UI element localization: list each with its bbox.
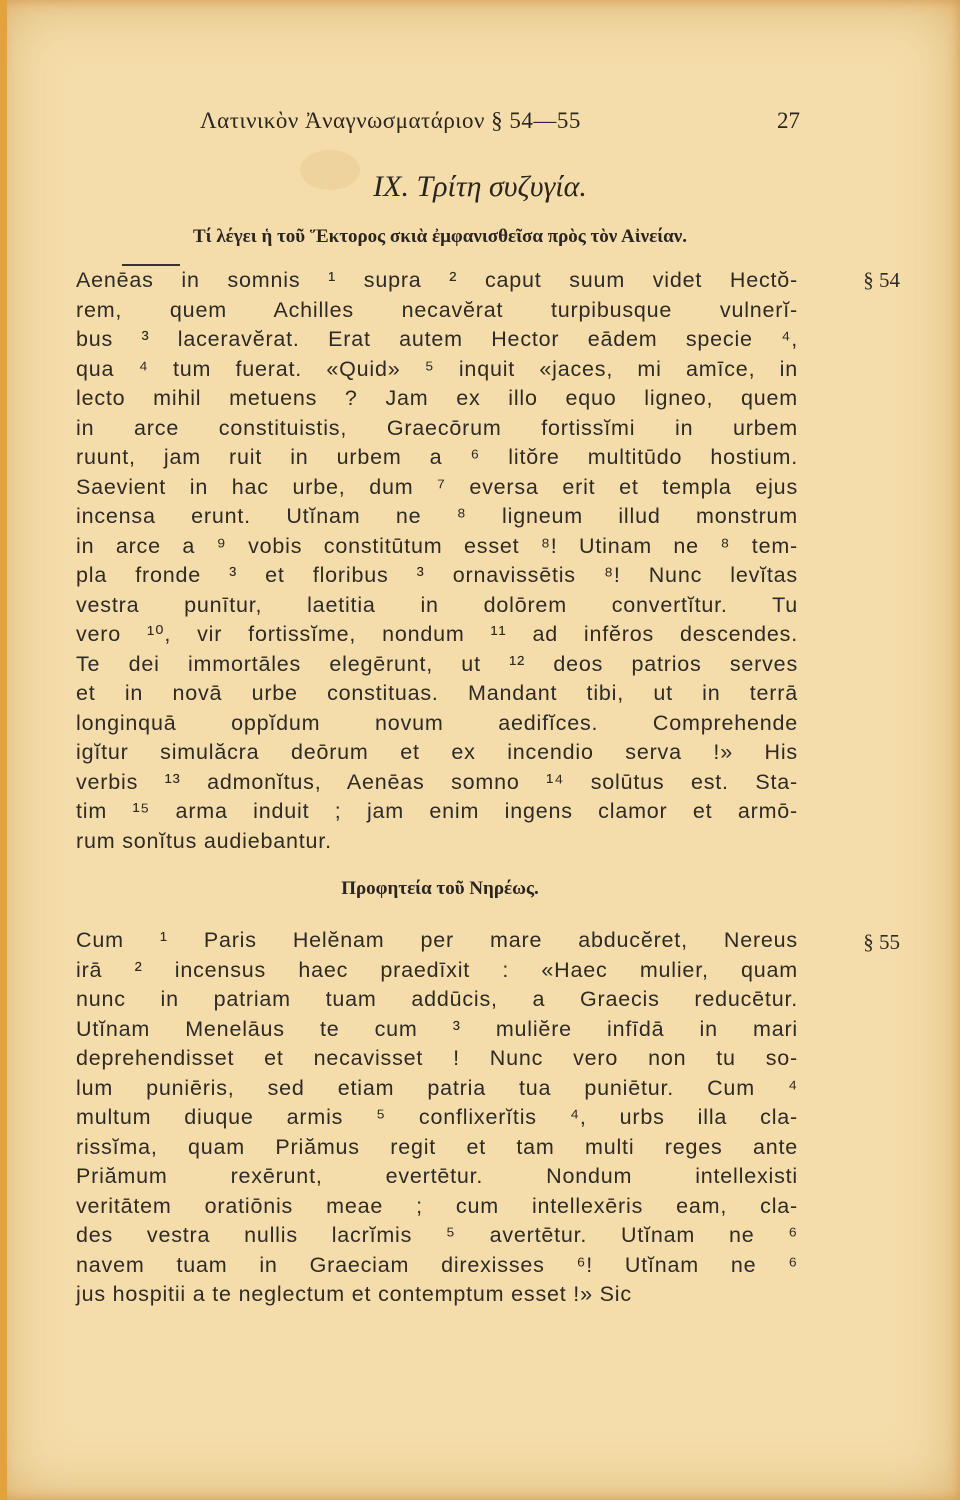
text-line: navem tuam in Graeciam direxisses ⁶! Utĭnam ne ⁶	[76, 1252, 798, 1277]
text-line: qua ⁴ tum fuerat. «Quid» ⁵ inquit «jaces, mi amīce, in	[76, 356, 798, 381]
text-line: Saevient in hac urbe, dum ⁷ eversa erit et templa ejus	[76, 474, 798, 499]
text-line: deprehendisset et necavisset ! Nunc vero non tu so-	[76, 1046, 798, 1070]
text-line: lum puniēris, sed etiam patria tua puniētur. Cum ⁴	[76, 1075, 798, 1100]
text-line: jus hospitii a te neglectum et contemptum esset !» Sic	[76, 1282, 632, 1306]
text-line: rum sonĭtus audiebantur.	[76, 828, 332, 853]
text-line: des vestra nullis lacrĭmis ⁵ avertētur. Utĭnam ne ⁶	[76, 1223, 798, 1247]
section-54-text	[76, 266, 798, 856]
text-line: veritātem oratiōnis meae ; cum intellexēris eam, cla-	[76, 1193, 798, 1218]
text-line: verbis ¹³ admonĭtus, Aenēas somno ¹⁴ solūtus est. Sta-	[76, 769, 798, 794]
text-line: pla fronde ³ et floribus ³ ornavissētis ⁸! Nunc levĭtas	[76, 563, 798, 587]
text-line: Utĭnam Menelāus te cum ³ muliĕre infīdā in mari	[76, 1016, 798, 1041]
section-55-marker: § 55	[863, 930, 900, 954]
page-header	[200, 108, 800, 142]
text-line: longinquā oppĭdum novum aedifĭces. Comprehende	[76, 710, 798, 735]
chapter-heading: IX. Τρίτη συζυγία.	[373, 170, 587, 203]
text-line: nunc in patriam tuam addūcis, a Graecis reducētur.	[76, 987, 798, 1011]
section-55-title: Προφητεία τοῦ Νηρέως.	[341, 878, 539, 899]
text-line: vestra punītur, laetitia in dolōrem convertĭtur. Tu	[76, 592, 798, 617]
text-line: Aenēas in somnis ¹ supra ² caput suum videt Hectŏ-	[76, 268, 798, 292]
text-line: et in novā urbe constituas. Mandant tibi, ut in terrā	[76, 681, 798, 705]
section-54-title: Τί λέγει ἡ τοῦ Ἕκτορος σκιὰ ἐμφανισθεῖσα πρὸς τὸν Αἰνείαν.	[193, 226, 687, 247]
text-line: Te dei immortāles elegērunt, ut ¹² deos patrios serves	[76, 651, 798, 676]
text-line: ruunt, jam ruit in urbem a ⁶ litŏre multitūdo hostium.	[76, 445, 798, 469]
text-line: Priămum rexērunt, evertētur. Nondum intellexisti	[76, 1164, 798, 1188]
text-line: irā ² incensus haec praedīxit : «Haec mulier, quam	[76, 957, 798, 982]
text-line: igĭtur simulăcra deōrum et ex incendio serva !» His	[76, 740, 798, 764]
text-line: rem, quem Achilles necavĕrat turpibusque vulnerĭ-	[76, 297, 798, 322]
text-line: rissĭma, quam Priămus regit et tam multi reges ante	[76, 1134, 798, 1159]
text-line: in arce constituistis, Graecōrum fortissĭmi in urbem	[76, 415, 798, 440]
page-number: 27	[777, 108, 800, 133]
text-line: tim ¹⁵ arma induit ; jam enim ingens clamor et armō-	[76, 799, 798, 823]
text-line: Cum ¹ Paris Helĕnam per mare abducĕret, Nereus	[76, 928, 798, 952]
text-line: lecto mihil metuens ? Jam ex illo equo ligneo, quem	[76, 386, 798, 410]
section-54-marker: § 54	[863, 268, 900, 292]
text-line: incensa erunt. Utĭnam ne ⁸ ligneum illud monstrum	[76, 504, 798, 528]
text-line: in arce a ⁹ vobis constitūtum esset ⁸! Utinam ne ⁸ tem-	[76, 533, 798, 558]
text-line: vero ¹⁰, vir fortissĭme, nondum ¹¹ ad infĕros descendes.	[76, 622, 798, 646]
text-line: bus ³ laceravĕrat. Erat autem Hector eādem specie ⁴,	[76, 327, 798, 351]
text-line: multum diuque armis ⁵ conflixerĭtis ⁴, urbs illa cla-	[76, 1105, 798, 1129]
page-edge	[0, 0, 7, 1500]
section-55-text	[76, 926, 798, 1310]
running-title: Λατινικὸν Ἀναγνωσματάριον § 54—55	[200, 108, 581, 133]
